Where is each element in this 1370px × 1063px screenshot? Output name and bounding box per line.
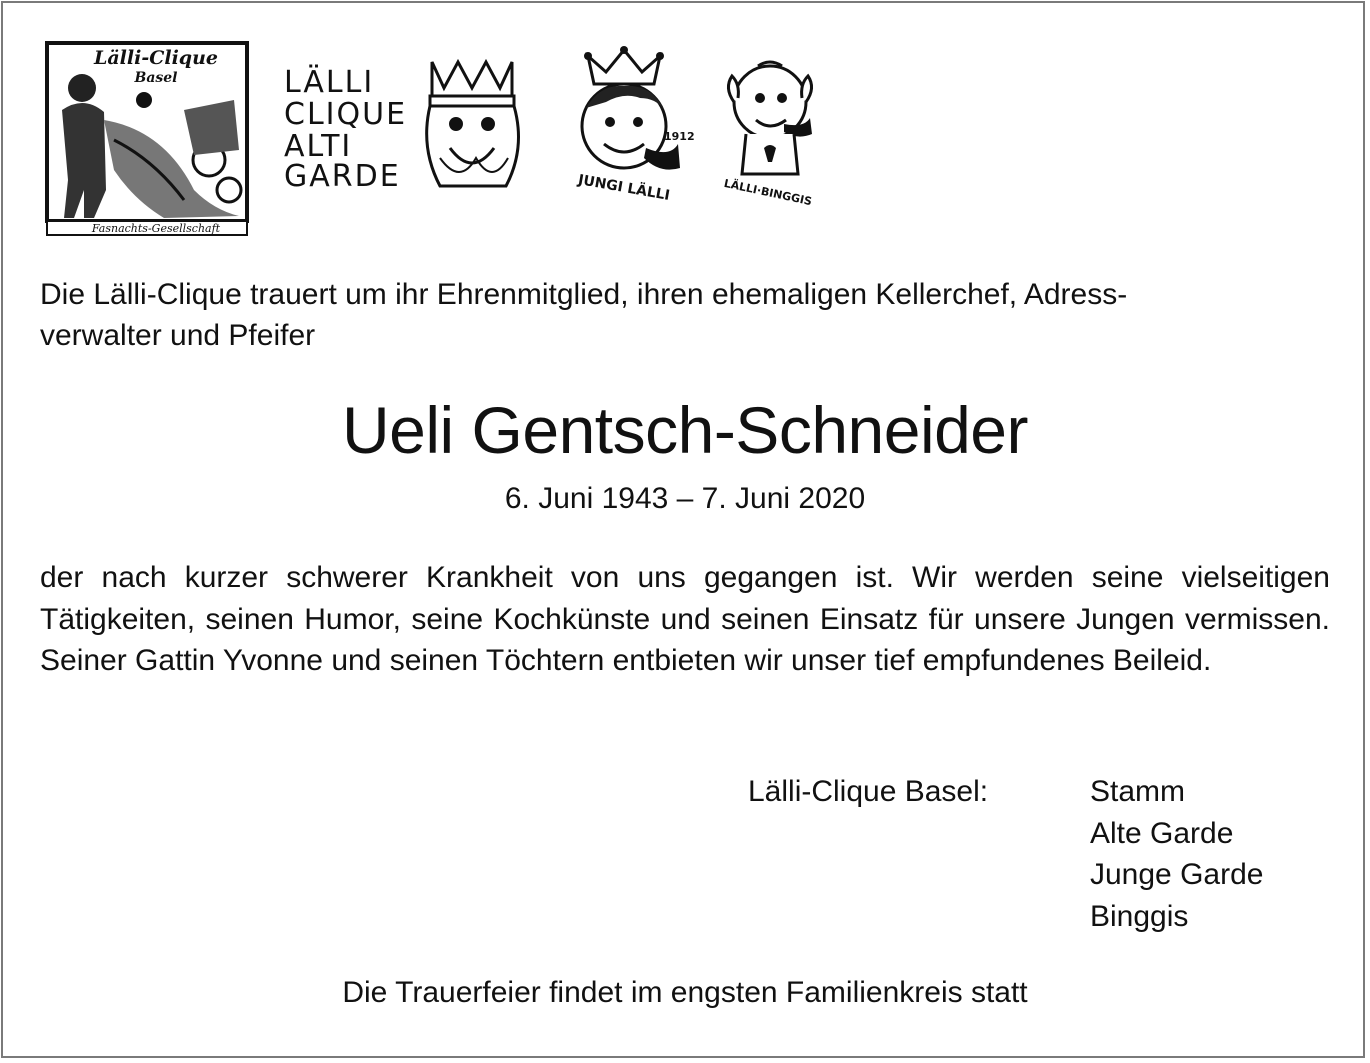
svg-text:LÄLLI: LÄLLI: [284, 65, 375, 100]
intro-line-2: verwalter und Pfeifer: [40, 319, 316, 352]
signature-group: Alte Garde: [1090, 816, 1234, 850]
signature-group: Stamm: [1090, 775, 1186, 808]
laelli-clique-basel-emblem-icon: [44, 40, 250, 238]
deceased-name: Ueli Gentsch-Schneider: [342, 393, 1028, 467]
svg-text:ALTI: ALTI: [284, 129, 353, 164]
footer-note: Die Trauerfeier findet im engsten Familienkreis statt: [342, 976, 1028, 1009]
intro-line-1: Die Lälli-Clique trauert um ihr Ehrenmitglied, ihren ehemaligen Kellerchef, Adress-: [40, 278, 1128, 311]
logo-row: [44, 40, 844, 240]
life-dates: 6. Juni 1943 – 7. Juni 2020: [504, 482, 866, 515]
svg-text:JUNGI LÄLLI: JUNGI LÄLLI: [576, 172, 672, 204]
laelli-binggis-logo-icon: [718, 58, 818, 209]
body-text: der nach kurzer schwerer Krankheit von uns gegangen ist. Wir werden seine vielseitigen Tätigkeiten, seinen Humor, seine Kochkünste und seinen Einsatz für unsere Jungen vermissen. Seiner Gattin Yvonne und seinen Töchtern entbieten wir unser tief empfundenes Beileid.: [40, 561, 1330, 677]
svg-text:GARDE: GARDE: [284, 159, 401, 194]
svg-text:Fasnachts-Gesellschaft: Fasnachts-Gesellschaft: [91, 222, 221, 235]
signature-group: Junge Garde: [1090, 858, 1264, 891]
signature-label: Lälli-Clique Basel:: [748, 775, 989, 808]
svg-text:Basel: Basel: [134, 70, 178, 86]
intro-text: [40, 274, 1330, 356]
signature-groups: [1090, 771, 1263, 937]
svg-text:LÄLLI·BINGGIS: LÄLLI·BINGGIS: [722, 176, 814, 209]
jungi-laelli-logo-icon: [560, 48, 695, 204]
svg-text:Lälli-Clique: Lälli-Clique: [94, 47, 218, 69]
signature-group: Binggis: [1090, 899, 1189, 933]
svg-text:1912: 1912: [664, 130, 695, 143]
laelli-clique-alti-garde-logo-icon: [280, 58, 530, 194]
svg-text:CLIQUE: CLIQUE: [284, 97, 408, 132]
